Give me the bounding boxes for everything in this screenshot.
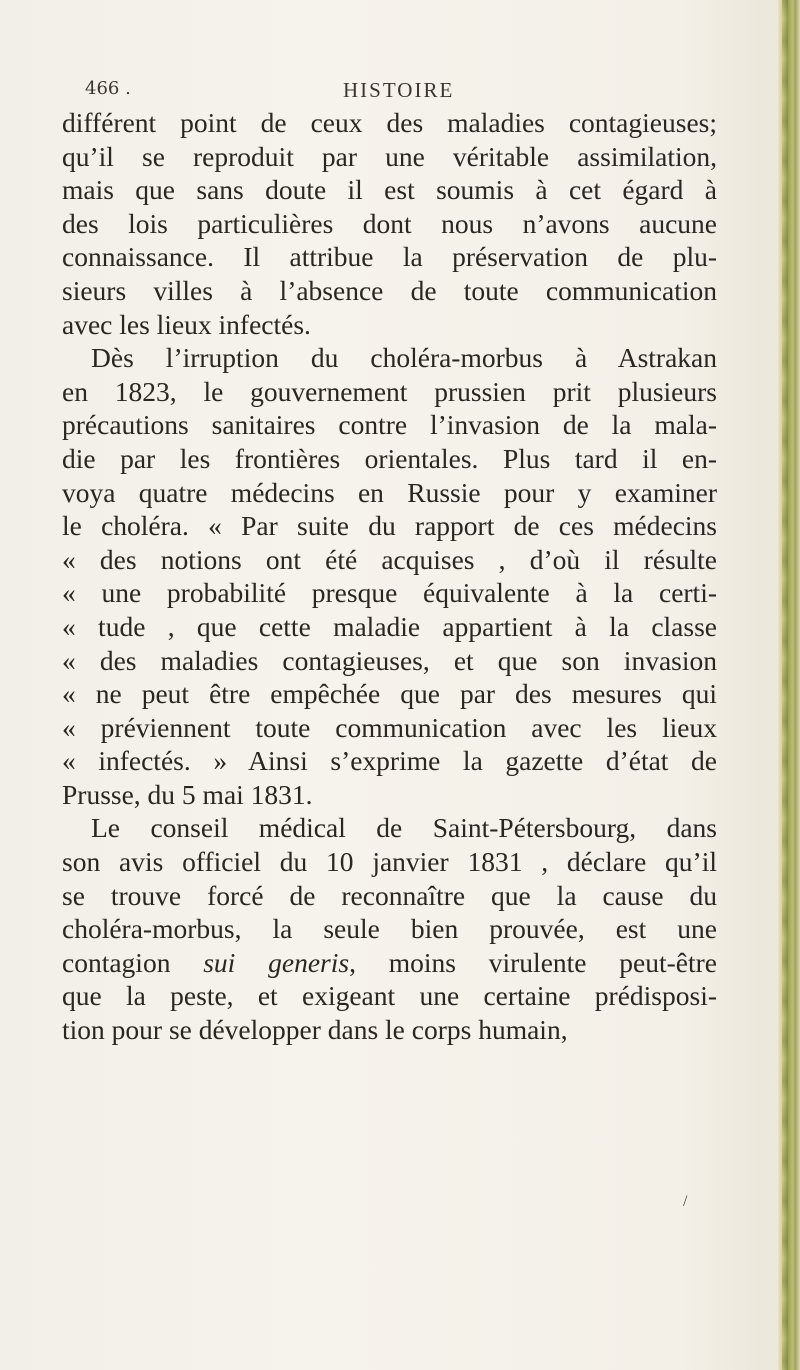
text-line: sieurs villes à l’absence de toute communication bbox=[62, 274, 717, 306]
text-line: en 1823, le gouvernement prussien prit plusieurs bbox=[62, 375, 717, 407]
text-line: « infectés. » Ainsi s’exprime la gazette d’état de bbox=[62, 745, 717, 777]
page-edge-binding bbox=[778, 0, 800, 1370]
stray-mark: / bbox=[683, 1193, 688, 1210]
page-number: 466 . bbox=[85, 78, 131, 99]
body-text bbox=[62, 106, 717, 1047]
running-title: HISTOIRE bbox=[343, 78, 455, 102]
text-line: avec les lieux infectés. bbox=[62, 308, 311, 340]
text-line: le choléra. « Par suite du rapport de ces médecins bbox=[62, 510, 717, 542]
text-line: « une probabilité presque équivalente à la certi- bbox=[62, 577, 717, 609]
text-line: différent point de ceux des maladies contagieuses; bbox=[62, 107, 717, 138]
text-line: « ne peut être empêchée que par des mesures qui bbox=[62, 678, 717, 710]
text-line: « des notions ont été acquises , d’où il résulte bbox=[62, 543, 717, 575]
text-line: son avis officiel du 10 janvier 1831 , déclare qu’il bbox=[62, 846, 717, 878]
text-line: tion pour se développer dans le corps humain, bbox=[62, 1014, 568, 1046]
text-line: que la peste, et exigeant une certaine prédisposi- bbox=[62, 980, 717, 1012]
text-line: mais que sans doute il est soumis à cet égard à bbox=[62, 174, 717, 206]
text-line-with-italic bbox=[62, 946, 717, 980]
text-line: qu’il se reproduit par une véritable assimilation, bbox=[62, 140, 717, 172]
text-line: Dès l’irruption du choléra-morbus à Astrakan bbox=[91, 342, 717, 374]
text-line: Prusse, du 5 mai 1831. bbox=[62, 778, 313, 810]
text-segment: contagion bbox=[62, 946, 204, 978]
text-segment: , moins virulente peut-être bbox=[349, 946, 717, 978]
text-line: précautions sanitaires contre l’invasion de la mala- bbox=[62, 409, 717, 441]
text-line: Le conseil médical de Saint-Pétersbourg, dans bbox=[91, 812, 717, 844]
text-line: die par les frontières orientales. Plus tard il en- bbox=[62, 442, 717, 474]
text-line: « des maladies contagieuses, et que son invasion bbox=[62, 644, 717, 676]
text-line: « préviennent toute communication avec les lieux bbox=[62, 711, 717, 743]
text-line: des lois particulières dont nous n’avons aucune bbox=[62, 207, 717, 239]
text-line: connaissance. Il attribue la préservation de plu- bbox=[62, 241, 717, 273]
text-line: se trouve forcé de reconnaître que la cause du bbox=[62, 879, 717, 911]
text-line: choléra-morbus, la seule bien prouvée, est une bbox=[62, 913, 717, 945]
text-line: « tude , que cette maladie appartient à la classe bbox=[62, 610, 717, 642]
text-line: voya quatre médecins en Russie pour y examiner bbox=[62, 476, 717, 508]
italic-phrase: sui generis bbox=[203, 946, 350, 978]
